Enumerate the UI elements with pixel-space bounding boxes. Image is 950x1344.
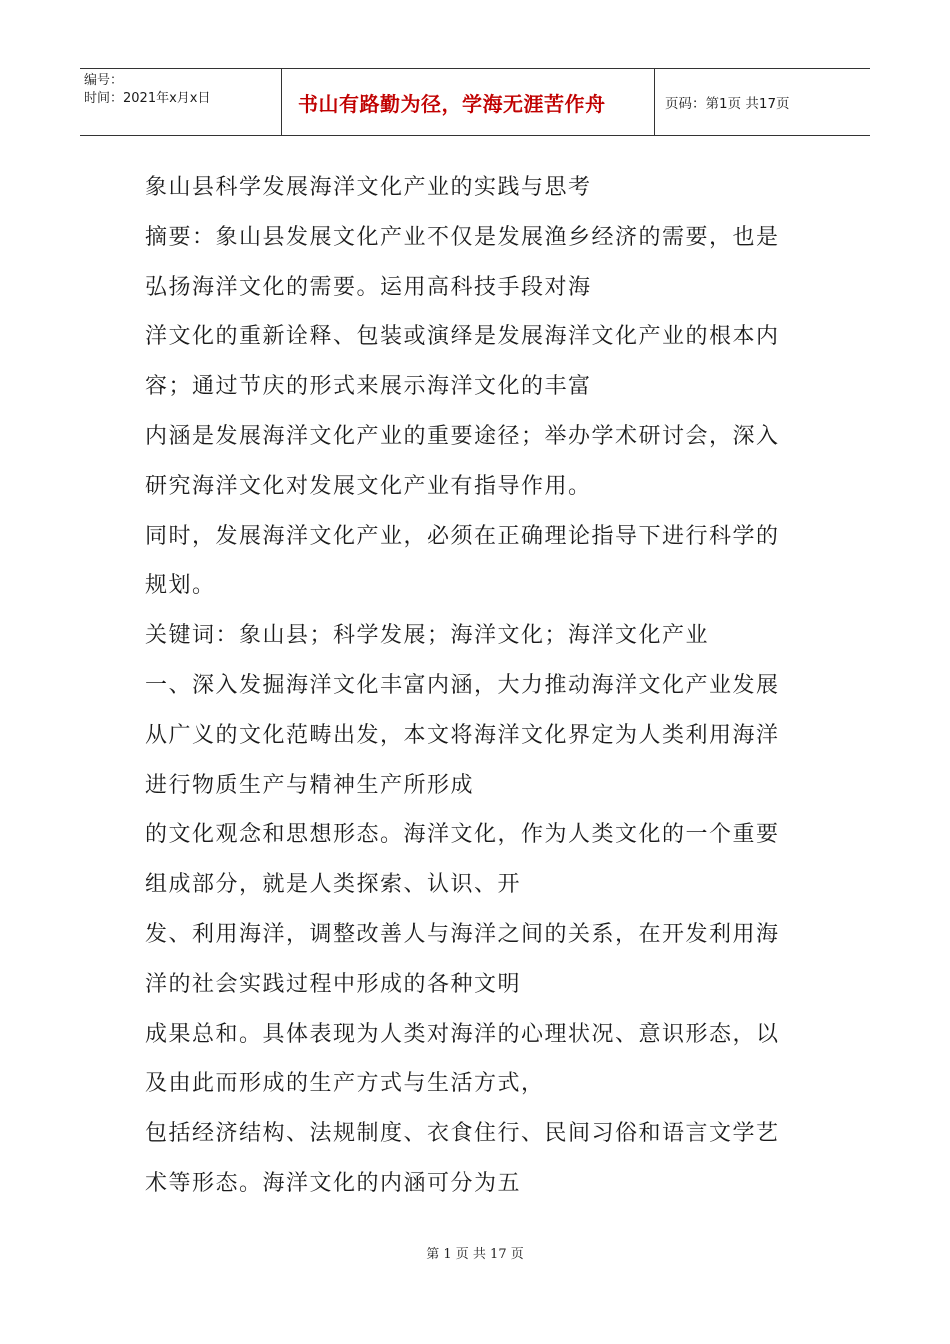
header-motto-cell <box>282 69 655 135</box>
header-page-cell <box>655 69 870 135</box>
number-label: 编号： <box>84 73 124 88</box>
motto-text: 书山有路勤为径，学海无涯苦作舟 <box>298 91 606 116</box>
document-body <box>145 163 805 1209</box>
text-line: 成果总和。具体表现为人类对海洋的心理状况、意识形态，以 <box>145 1021 780 1047</box>
text-line: 进行物质生产与精神生产所形成 <box>145 772 475 798</box>
text-line: 发、利用海洋，调整改善人与海洋之间的关系，在开发利用海 <box>145 921 780 947</box>
text-line: 同时，发展海洋文化产业，必须在正确理论指导下进行科学的 <box>145 523 780 549</box>
text-line: 内涵是发展海洋文化产业的重要途径；举办学术研讨会，深入 <box>145 423 780 449</box>
text-line: 容；通过节庆的形式来展示海洋文化的丰富 <box>145 374 592 400</box>
text-line: 组成部分，就是人类探索、认识、开 <box>145 872 522 898</box>
text-line: 术等形态。海洋文化的内涵可分为五 <box>145 1170 522 1196</box>
document-title: 象山县科学发展海洋文化产业的实践与思考 <box>145 175 592 200</box>
footer-page-number: 第 1 页 共 17 页 <box>426 1247 524 1262</box>
page-footer <box>0 1243 950 1262</box>
text-line: 摘要：象山县发展文化产业不仅是发展渔乡经济的需要，也是 <box>145 224 780 250</box>
page-info: 页码：第1页 共17页 <box>665 96 790 112</box>
header-meta-cell <box>80 69 282 135</box>
text-line: 的文化观念和思想形态。海洋文化，作为人类文化的一个重要 <box>145 822 780 848</box>
text-line: 洋文化的重新诠释、包装或演绎是发展海洋文化产业的根本内 <box>145 324 780 350</box>
text-line: 弘扬海洋文化的需要。运用高科技手段对海 <box>145 274 592 300</box>
text-line: 包括经济结构、法规制度、衣食住行、民间习俗和语言文学艺 <box>145 1121 780 1147</box>
time-label: 时间：2021年x月x日 <box>84 91 211 106</box>
section-heading: 一、深入发掘海洋文化丰富内涵，大力推动海洋文化产业发展 <box>145 672 780 698</box>
text-line: 从广义的文化范畴出发，本文将海洋文化界定为人类利用海洋 <box>145 722 780 748</box>
text-line: 规划。 <box>145 573 216 599</box>
text-line: 研究海洋文化对发展文化产业有指导作用。 <box>145 473 592 499</box>
keywords-line: 关键词：象山县；科学发展；海洋文化；海洋文化产业 <box>145 623 710 649</box>
page-header <box>80 68 870 136</box>
text-line: 洋的社会实践过程中形成的各种文明 <box>145 971 522 997</box>
text-line: 及由此而形成的生产方式与生活方式， <box>145 1071 545 1097</box>
